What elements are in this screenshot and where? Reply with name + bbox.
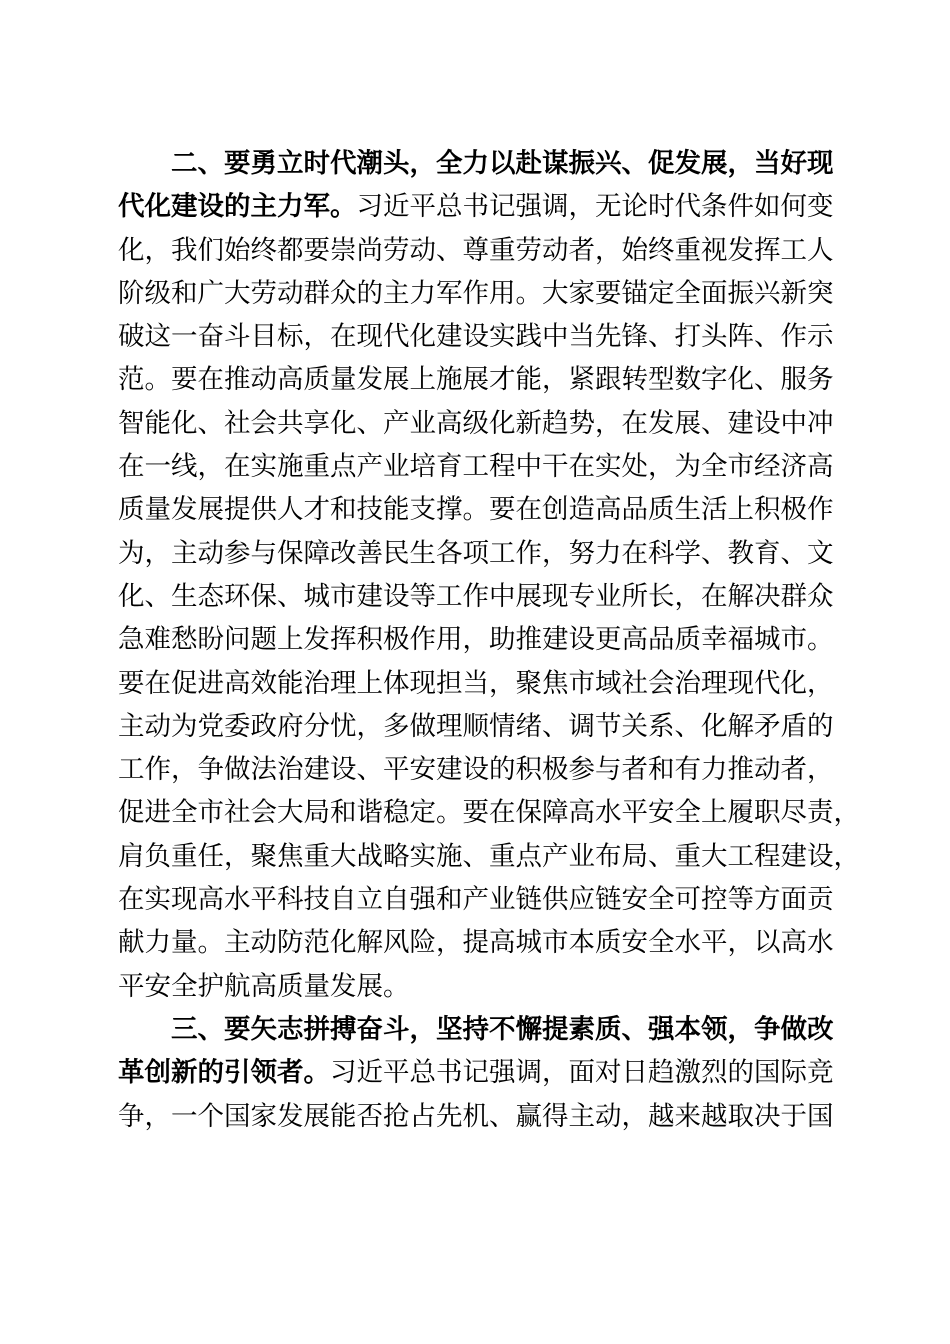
text-line: 质量发展提供人才和技能支撑。要在创造高品质生活上积极作 [118,494,834,526]
body-text: 习近平总书记强调，面对日趋激烈的国际竞 [330,1057,834,1089]
document-body [118,142,860,1138]
text-line: 主动为党委政府分忧，多做理顺情绪、调节关系、化解矛盾的 [118,710,834,742]
text-line: 肩负重任，聚焦重大战略实施、重点产业布局、重大工程建设， [118,840,860,872]
text-line: 平安全护航高质量发展。 [118,970,410,1002]
text-line: 争，一个国家发展能否抢占先机、赢得主动，越来越取决于国 [118,1100,834,1132]
section-heading: 三、要矢志拼搏奋斗，坚持不懈提素质、强本领，争做改 [171,1013,834,1045]
text-line [118,185,834,228]
text-line: 在实现高水平科技自立自强和产业链供应链安全可控等方面贡 [118,884,834,916]
text-line [118,1051,834,1094]
text-line: 阶级和广大劳动群众的主力军作用。大家要锚定全面振兴新突 [118,277,834,309]
text-line: 范。要在推动高质量发展上施展才能，紧跟转型数字化、服务 [118,364,834,396]
text-line [118,142,834,185]
text-line: 为，主动参与保障改善民生各项工作，努力在科学、教育、文 [118,537,834,569]
section-heading: 二、要勇立时代潮头，全力以赴谋振兴、促发展，当好现 [171,148,834,179]
paragraph-section-2 [118,142,860,1008]
text-line: 破这一奋斗目标，在现代化建设实践中当先锋、打头阵、作示 [118,321,834,353]
text-line: 化、生态环保、城市建设等工作中展现专业所长，在解决群众 [118,580,834,612]
paragraph-section-3 [118,1008,834,1138]
text-line: 促进全市社会大局和谐稳定。要在保障高水平安全上履职尽责， [118,797,860,829]
text-line [118,1008,834,1051]
text-line: 要在促进高效能治理上体现担当，聚焦市域社会治理现代化， [118,667,834,699]
section-heading: 代化建设的主力军。 [118,191,357,223]
text-line: 化，我们始终都要崇尚劳动、尊重劳动者，始终重视发挥工人 [118,234,834,266]
section-heading: 革创新的引领者。 [118,1057,330,1089]
text-line: 智能化、社会共享化、产业高级化新趋势，在发展、建设中冲 [118,407,834,439]
body-text: 习近平总书记强调，无论时代条件如何变 [356,191,834,223]
text-line: 急难愁盼问题上发挥积极作用，助推建设更高品质幸福城市。 [118,624,834,656]
text-line: 在一线，在实施重点产业培育工程中干在实处，为全市经济高 [118,451,834,483]
text-line: 工作，争做法治建设、平安建设的积极参与者和有力推动者， [118,754,834,786]
text-line: 献力量。主动防范化解风险，提高城市本质安全水平，以高水 [118,927,834,959]
